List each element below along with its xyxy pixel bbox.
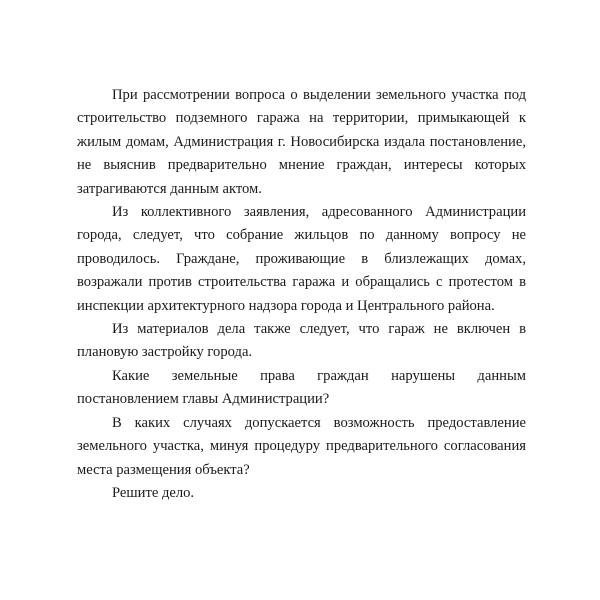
paragraph-case-facts: При рассмотрении вопроса о выделении земельного участка под строительство подземного гаража на территории, примыкающей к жилым домам, Администрация г. Новосибирска издала постановление, не выяснив предварительно мнение граждан, интересы которых затрагиваются данным актом. <box>77 87 526 197</box>
paragraph-collective-statement: Из коллективного заявления, адресованного Администрации города, следует, что собрание жильцов по данному вопросу не проводилось. Граждане, проживающие в близлежащих домах, возражали против строительства гаража и обращались с протестом в инспекции архитектурного надзора города и Центрального района. <box>77 204 526 314</box>
paragraph-question-cases: В каких случаях допускается возможность предоставление земельного участка, минуя процедуру предварительного согласования места размещения объекта? <box>77 414 526 478</box>
document-page <box>77 84 526 505</box>
paragraph-question-rights: Какие земельные права граждан нарушены данным постановлением главы Администрации? <box>77 367 526 408</box>
paragraph-case-materials: Из материалов дела также следует, что гараж не включен в плановую застройку города. <box>77 321 526 361</box>
paragraph-task: Решите дело. <box>112 484 195 501</box>
